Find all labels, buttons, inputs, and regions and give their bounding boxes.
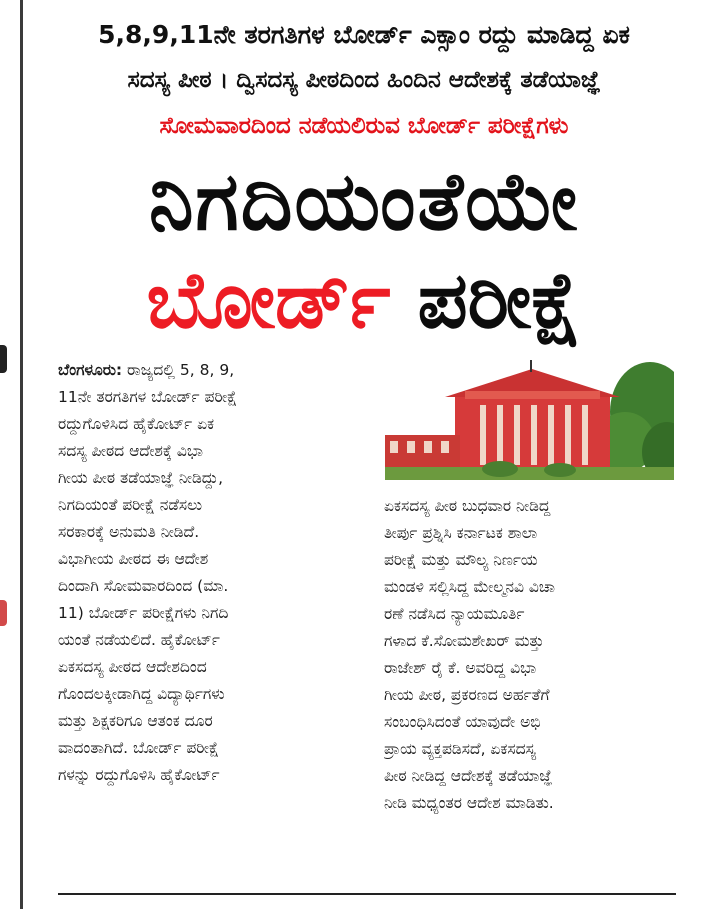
- column-divider-rule: [20, 0, 23, 909]
- body-line: ಏಕಸದಸ್ಯ ಪೀಠದ ಆದೇಶದಿಂದ: [58, 658, 207, 676]
- high-court-photo: [385, 357, 674, 480]
- headline-line-1: ನಿಗದಿಯಂತೆಯೇ: [148, 155, 580, 248]
- headline-red-word: ಬೋರ್ಡ್: [146, 256, 391, 346]
- body-line: ಪರೀಕ್ಷೆ ಮತ್ತು ಮೌಲ್ಯ ನಿರ್ಣಯ: [384, 551, 538, 569]
- body-line: ಗಳಾದ ಕೆ.ಸೋಮಶೇಖರ್ ಮತ್ತು: [384, 632, 544, 650]
- body-line: 11) ಬೋರ್ಡ್ ಪರೀಕ್ಷೆಗಳು ನಿಗದಿ: [58, 604, 229, 622]
- headline-line-2: [44, 254, 684, 350]
- body-line: ಗೀಯ ಪೀಠ ತಡೆಯಾಜ್ಞೆ ನೀಡಿದ್ದು,: [58, 469, 224, 487]
- body-line: ತೀರ್ಪು ಪ್ರಶ್ನಿಸಿ ಕರ್ನಾಟಕ ಶಾಲಾ: [384, 524, 538, 542]
- body-line: ವಿಭಾಗೀಯ ಪೀಠದ ಈ ಆದೇಶ: [58, 550, 209, 568]
- body-line: ನಿಗದಿಯಂತೆ ಪರೀಕ್ಷೆ ನಡೆಸಲು: [58, 496, 203, 514]
- body-line: ಗೊಂದಲಕ್ಕೀಡಾಗಿದ್ದ ವಿದ್ಯಾರ್ಥಿಗಳು: [58, 685, 225, 703]
- body-line: ಏಕಸದಸ್ಯ ಪೀಠ ಬುಧವಾರ ನೀಡಿದ್ದ: [384, 497, 551, 515]
- body-line: ರದ್ದುಗೊಳಿಸಿದ ಹೈಕೋರ್ಟ್ ಏಕ: [58, 415, 215, 433]
- body-line: ಸಂಬಂಧಿಸಿದಂತೆ ಯಾವುದೇ ಅಭಿ: [384, 713, 541, 731]
- strap-line-1: 5,8,9,11ನೇ ತರಗತಿಗಳ ಬೋರ್ಡ್ ಎಕ್ಸಾಂ ರದ್ದು ಮಾಡಿದ್ದ ಏಕ: [98, 20, 630, 49]
- body-line: ಪ್ರಾಯ ವ್ಯಕ್ತಪಡಿಸದೆ, ಏಕಸದಸ್ಯ: [384, 740, 537, 758]
- body-line: [58, 357, 360, 384]
- body-line: ದಿಂದಾಗಿ ಸೋಮವಾರದಿಂದ (ಮಾ.: [58, 577, 229, 595]
- body-line: ರಣೆ ನಡೆಸಿದ ನ್ಯಾಯಮೂರ್ತಿ: [384, 605, 525, 623]
- body-line: ಸದಸ್ಯ ಪೀಠದ ಆದೇಶಕ್ಕೆ ವಿಭಾ: [58, 442, 203, 460]
- body-line: ನೀಡಿ ಮಧ್ಯಂತರ ಆದೇಶ ಮಾಡಿತು.: [384, 794, 554, 812]
- body-line: ಮಂಡಳಿ ಸಲ್ಲಿಸಿದ್ದ ಮೇಲ್ಮನವಿ ವಿಚಾ: [384, 578, 555, 596]
- body-line: ವಾದಂತಾಗಿದೆ. ಬೋರ್ಡ್ ಪರೀಕ್ಷೆ: [58, 739, 219, 757]
- body-line: ಪೀಠ ನೀಡಿದ್ದ ಆದೇಶಕ್ಕೆ ತಡೆಯಾಜ್ಞೆ: [384, 767, 553, 785]
- bottom-rule: [58, 893, 676, 895]
- strap-line-red: ಸೋಮವಾರದಿಂದ ನಡೆಯಲಿರುವ ಬೋರ್ಡ್ ಪರೀಕ್ಷೆಗಳು: [159, 113, 569, 139]
- body-line: ಗಳನ್ನು ರದ್ದುಗೊಳಿಸಿ ಹೈಕೋರ್ಟ್: [58, 766, 220, 784]
- body-line: ಯಂತೆ ನಡೆಯಲಿದೆ. ಹೈಕೋರ್ಟ್: [58, 631, 220, 649]
- body-text: ರಾಜ್ಯದಲ್ಲಿ 5, 8, 9,: [122, 361, 235, 379]
- body-line: ರಾಜೇಶ್ ರೈ ಕೆ. ಅವರಿದ್ದ ವಿಭಾ: [384, 659, 537, 677]
- article-column-2: [384, 493, 676, 817]
- dateline: ಬೆಂಗಳೂರು:: [58, 361, 123, 379]
- body-line: 11ನೇ ತರಗತಿಗಳ ಬೋರ್ಡ್ ಪರೀಕ್ಷೆ: [58, 388, 238, 406]
- edge-mark: [0, 600, 7, 626]
- headline-black-word: ಪರೀಕ್ಷೆ: [417, 256, 582, 346]
- body-line: ಸರಕಾರಕ್ಕೆ ಅನುಮತಿ ನೀಡಿದೆ.: [58, 523, 200, 541]
- body-line: ಗೀಯ ಪೀಠ, ಪ್ರಕರಣದ ಅರ್ಹತೆಗೆ: [384, 686, 550, 704]
- strap-line-2: ಸದಸ್ಯ ಪೀಠ । ದ್ವಿಸದಸ್ಯ ಪೀಠದಿಂದ ಹಿಂದಿನ ಆದೇಶಕ್ಕೆ ತಡೆಯಾಜ್ಞೆ: [127, 67, 601, 93]
- article-column-1: [58, 357, 360, 789]
- body-line: ಮತ್ತು ಶಿಕ್ಷಕರಿಗೂ ಆತಂಕ ದೂರ: [58, 712, 213, 730]
- edge-mark: [0, 345, 7, 373]
